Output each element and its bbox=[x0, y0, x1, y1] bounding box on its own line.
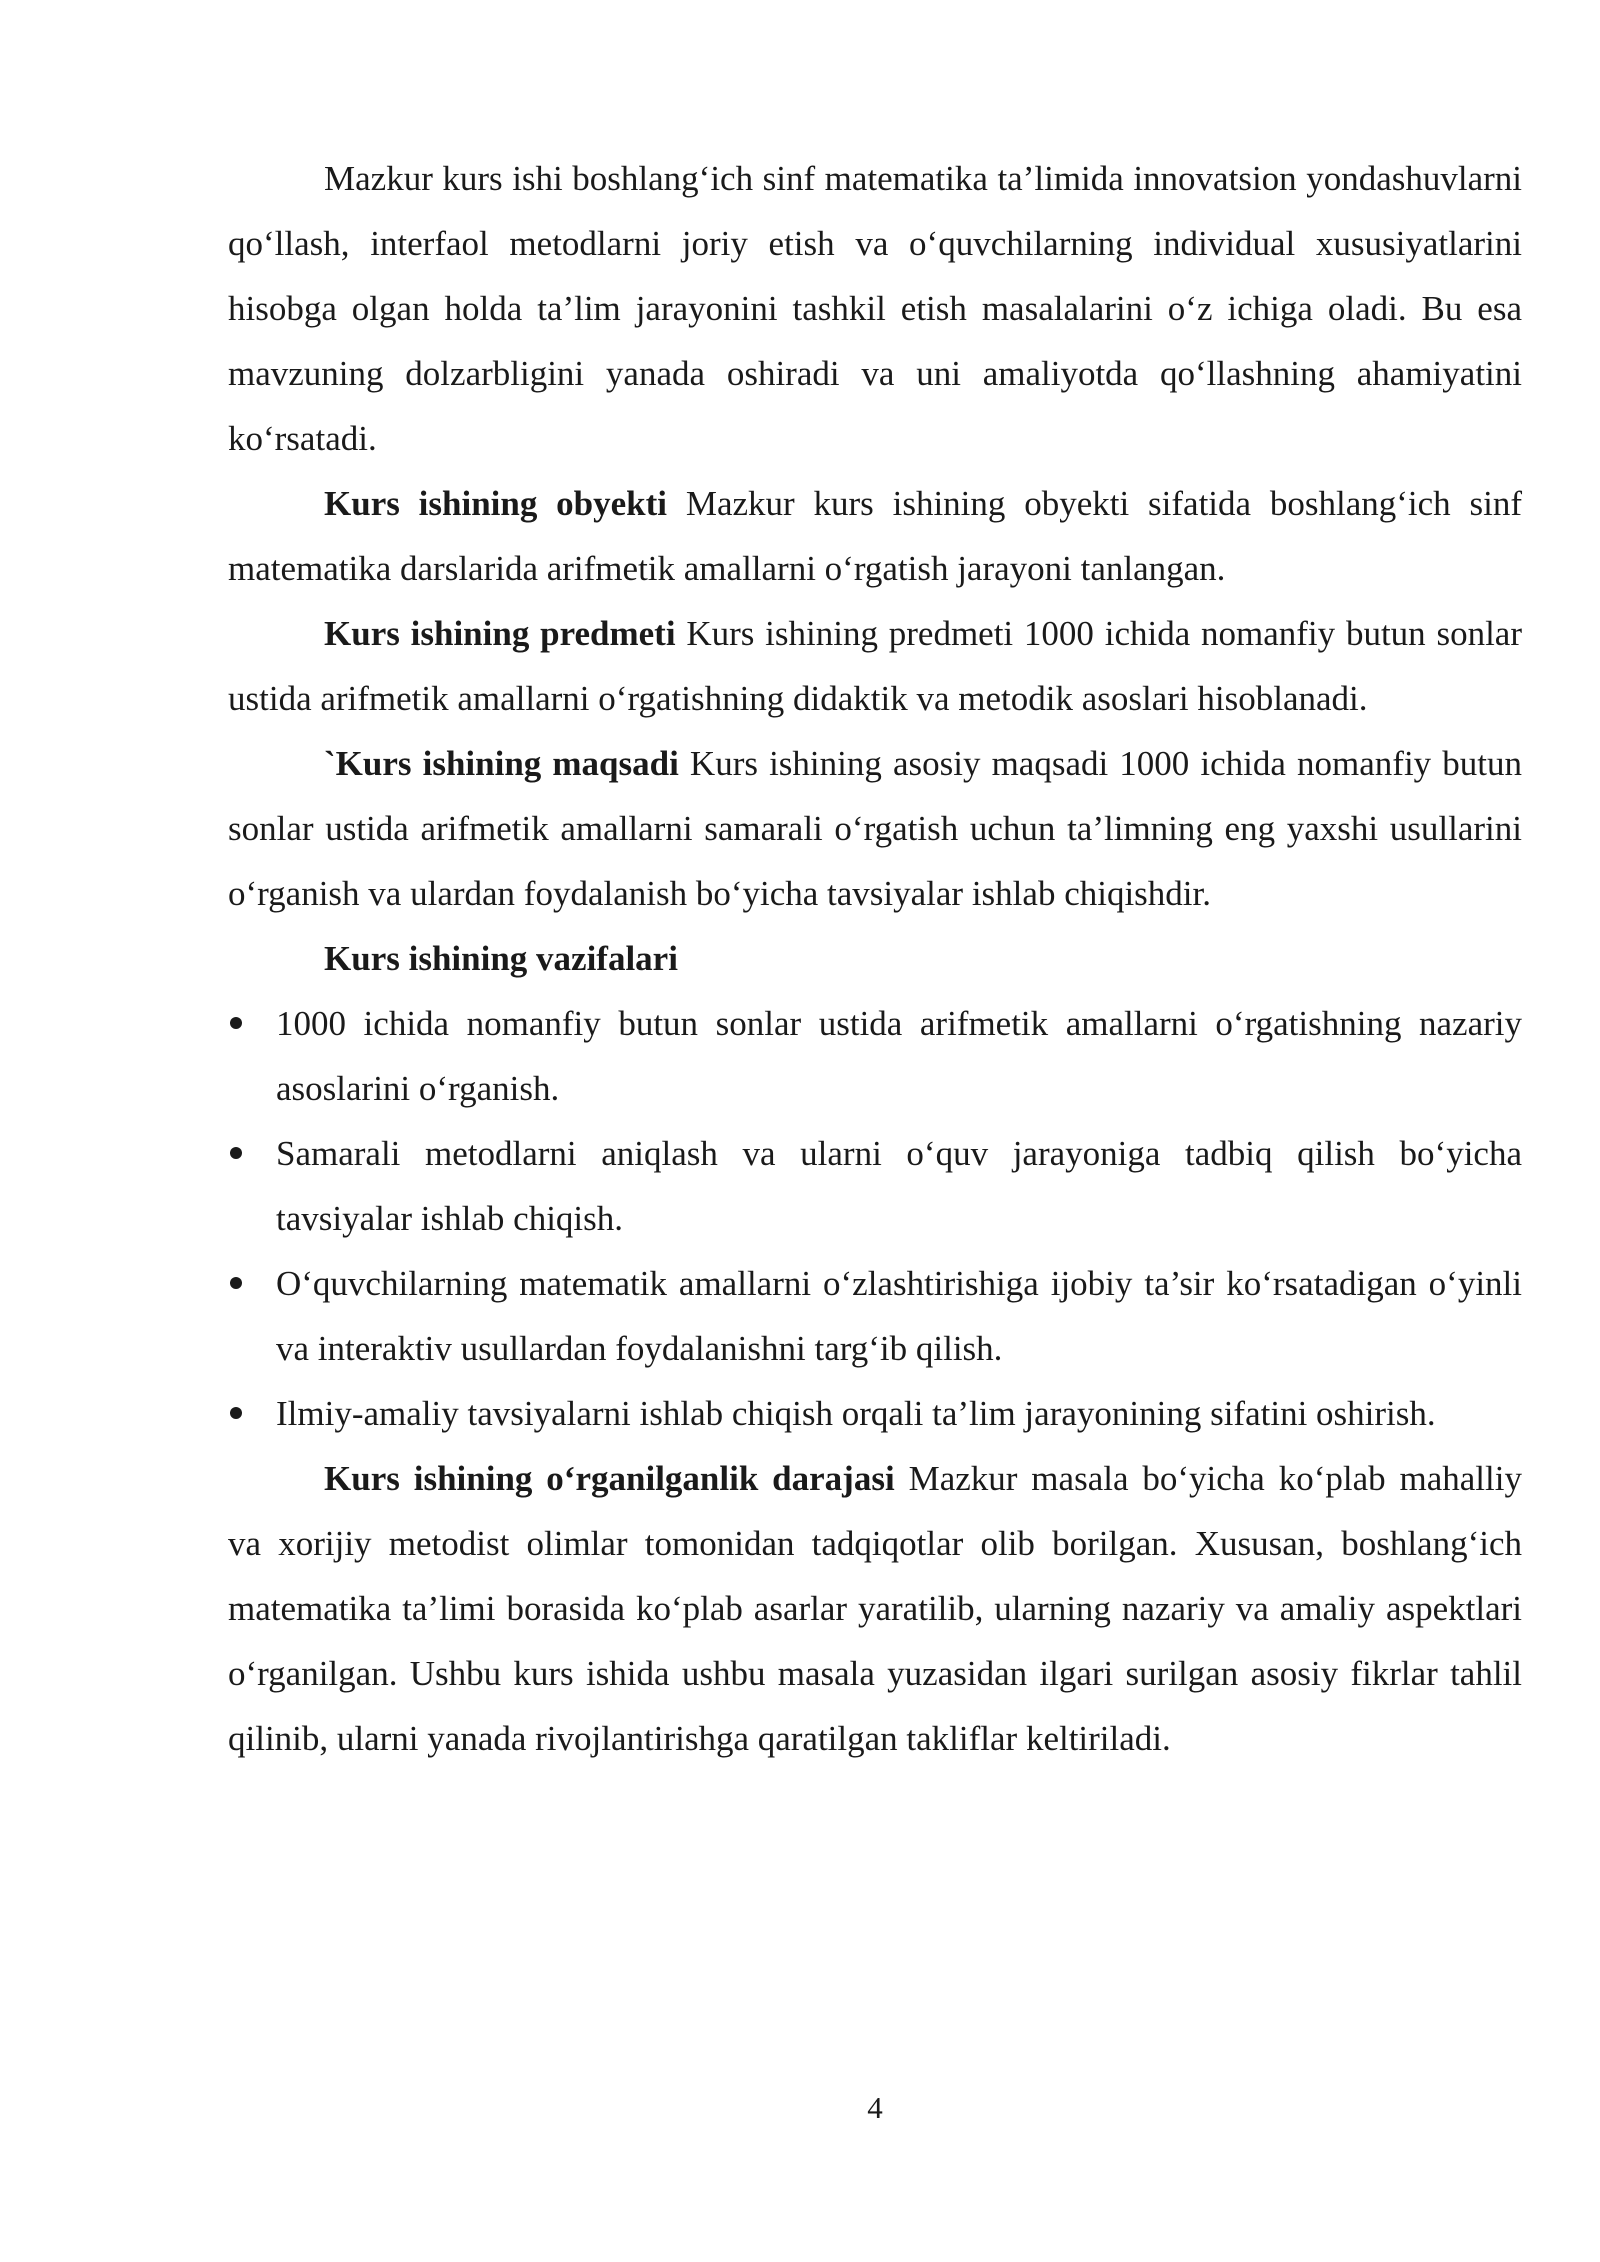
task-text: Samarali metodlarni aniqlash va ularni o‘quv jarayoniga tadbiq qilish bo‘yicha tavsiyalar ishlab chiqish. bbox=[276, 1134, 1522, 1238]
task-text: O‘quvchilarning matematik amallarni o‘zlashtirishiga ijobiy ta’sir ko‘rsatadigan o‘yinli va interaktiv usullardan foydalanishni targ‘ib qilish. bbox=[276, 1264, 1522, 1368]
bullet-icon bbox=[230, 1277, 242, 1289]
study-text: Mazkur masala bo‘yicha ko‘plab mahalliy va xorijiy metodist olimlar tomonidan tadqiqotlar olib borilgan. Xususan, boshlang‘ich matematika ta’limi borasida ko‘plab asarlar yaratilib, ularning nazariy va amaliy aspektlari o‘rganilgan. Ushbu kurs ishida ushbu masala yuzasidan ilgari surilgan asosiy fikrlar tahlil qilinib, ularni yanada rivojlantirishga qaratilgan takliflar keltiriladi. bbox=[228, 1459, 1522, 1758]
list-item bbox=[228, 1121, 1522, 1251]
page-number: 4 bbox=[867, 2090, 883, 2125]
task-text: Ilmiy-amaliy tavsiyalarni ishlab chiqish orqali ta’lim jarayonining sifatini oshirish. bbox=[276, 1394, 1436, 1433]
subject-paragraph bbox=[228, 601, 1522, 731]
subject-text: Kurs ishining predmeti 1000 ichida nomanfiy butun sonlar ustida arifmetik amallarni o‘rgatishning didaktik va metodik asoslari hisoblanadi. bbox=[228, 614, 1522, 718]
object-paragraph bbox=[228, 471, 1522, 601]
tasks-heading: Kurs ishining vazifalari bbox=[324, 939, 678, 978]
goal-paragraph bbox=[228, 731, 1522, 926]
study-paragraph bbox=[228, 1446, 1522, 1771]
subject-heading: Kurs ishining predmeti bbox=[324, 614, 676, 653]
list-item bbox=[228, 1381, 1522, 1446]
tasks-list bbox=[228, 991, 1522, 1446]
intro-paragraph: Mazkur kurs ishi boshlang‘ich sinf matematika ta’limida innovatsion yondashuvlarni qo‘llash, interfaol metodlarni joriy etish va o‘quvchilarning individual xususiyatlarini hisobga olgan holda ta’lim jarayonini tashkil etish masalalarini o‘z ichiga oladi. Bu esa mavzuning dolzarbligini yanada oshiradi va uni amaliyotda qo‘llashning ahamiyatini ko‘rsatadi. bbox=[228, 159, 1522, 458]
list-item bbox=[228, 991, 1522, 1121]
goal-heading: `Kurs ishining maqsadi bbox=[324, 744, 679, 783]
object-text: Mazkur kurs ishining obyekti sifatida boshlang‘ich sinf matematika darslarida arifmetik amallarni o‘rgatish jarayoni tanlangan. bbox=[228, 484, 1522, 588]
list-item bbox=[228, 1251, 1522, 1381]
object-heading: Kurs ishining obyekti bbox=[324, 484, 668, 523]
bullet-icon bbox=[230, 1017, 242, 1029]
bullet-icon bbox=[230, 1147, 242, 1159]
task-text: 1000 ichida nomanfiy butun sonlar ustida arifmetik amallarni o‘rgatishning nazariy asoslarini o‘rganish. bbox=[276, 1004, 1522, 1108]
goal-text: Kurs ishining asosiy maqsadi 1000 ichida nomanfiy butun sonlar ustida arifmetik amallarni samarali o‘rgatish uchun ta’limning eng yaxshi usullarini o‘rganish va ulardan foydalanish bo‘yicha tavsiyalar ishlab chiqishdir. bbox=[228, 744, 1522, 913]
bullet-icon bbox=[230, 1407, 242, 1419]
study-heading: Kurs ishining o‘rganilganlik darajasi bbox=[324, 1459, 895, 1498]
document-body bbox=[228, 146, 1522, 1771]
